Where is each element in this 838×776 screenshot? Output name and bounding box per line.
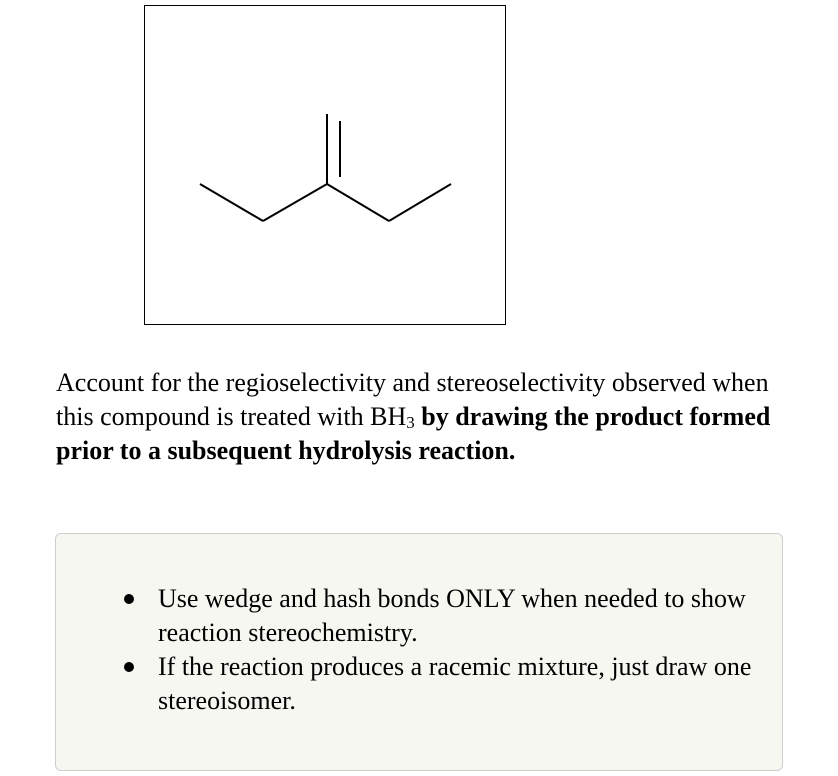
question-text-plain: Account for the regioselectivity and stereoselectivity observed when this compound is treated with BH bbox=[56, 368, 769, 431]
skeletal-formula-2-ethyl-1-butene bbox=[145, 6, 505, 324]
bond-ch2-c-left bbox=[263, 184, 327, 221]
bond-c-ch2-right bbox=[327, 184, 389, 221]
instructions-list bbox=[124, 582, 764, 718]
list-item bbox=[124, 650, 764, 718]
question-subscript: 3 bbox=[406, 413, 415, 432]
instruction-text: If the reaction produces a racemic mixture, just draw one stereoisomer. bbox=[158, 652, 752, 715]
molecule-structure-box bbox=[144, 5, 506, 325]
question-text bbox=[56, 366, 776, 468]
instructions-box bbox=[55, 533, 783, 771]
bullet-icon bbox=[124, 662, 134, 672]
bond-ch2-ch3-right bbox=[389, 184, 451, 221]
instruction-text: Use wedge and hash bonds ONLY when needed to show reaction stereochemistry. bbox=[158, 584, 746, 647]
bond-ch3-ch2-left bbox=[200, 184, 263, 221]
bullet-icon bbox=[124, 594, 134, 604]
question-text-bold: by drawing the product formed prior to a subsequent hydrolysis reaction. bbox=[56, 402, 771, 465]
list-item bbox=[124, 582, 764, 650]
